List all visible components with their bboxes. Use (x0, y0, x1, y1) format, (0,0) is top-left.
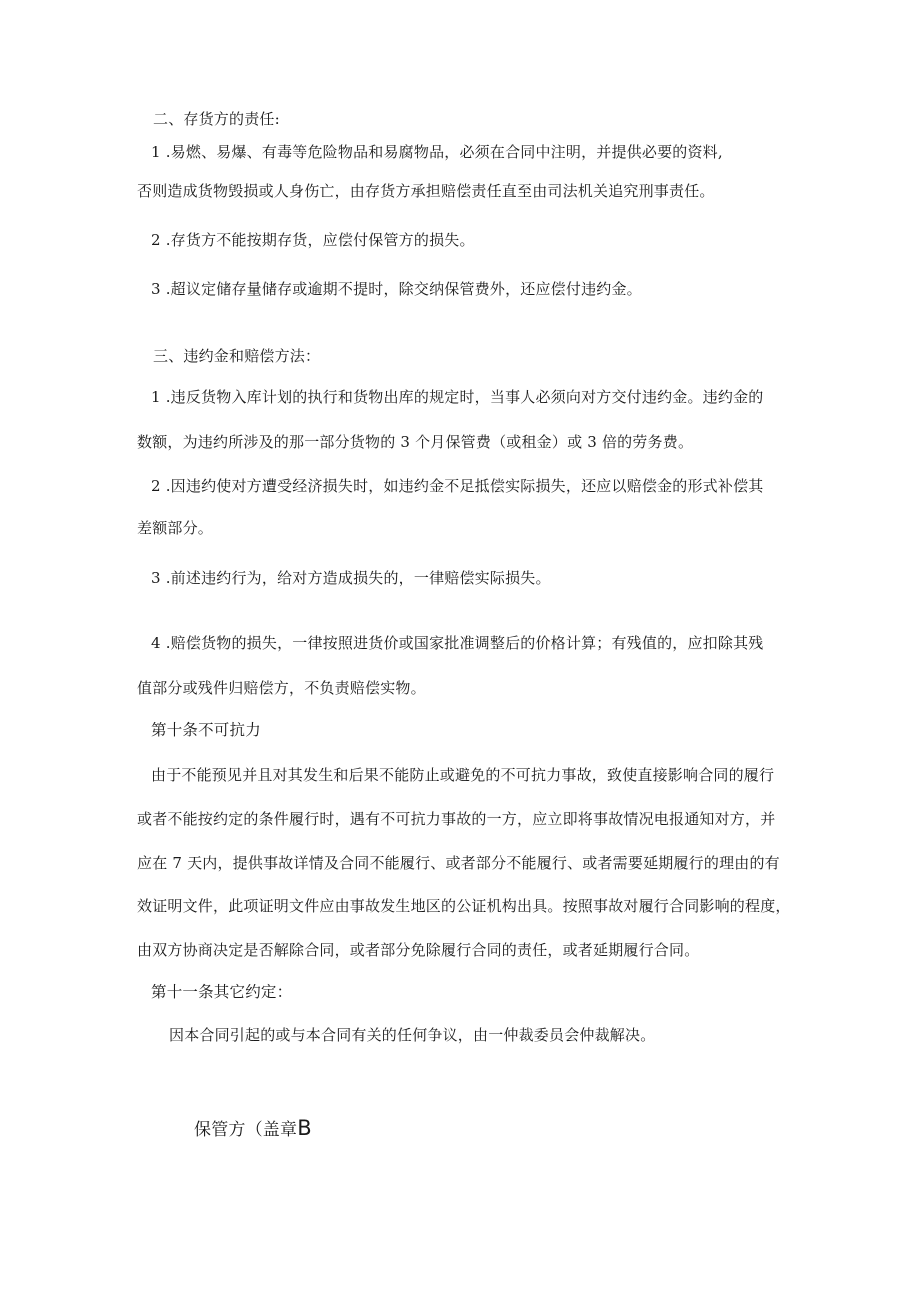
article10-line-4: 效证明文件，此项证明文件应由事故发生地区的公证机构出具。按照事故对履行合同影响的程度， (137, 897, 791, 915)
article10-line-5: 由双方协商决定是否解除合同，或者部分免除履行合同的责任，或者延期履行合同。 (137, 941, 700, 959)
section3-item2-line1: 2 .因违约使对方遭受经济损失时，如违约金不足抵偿实际损失，还应以赔偿金的形式补偿其 (151, 477, 764, 495)
section3-item1-line2: 数额，为违约所涉及的那一部分货物的 3 个月保管费（或租金）或 3 倍的劳务费。 (137, 433, 694, 451)
signature-label: 保管方（盖章 (194, 1120, 298, 1140)
article10-line-3: 应在 7 天内，提供事故详情及合同不能履行、或者部分不能履行、或者需要延期履行的理由的有 (137, 854, 780, 872)
article10-heading: 第十条不可抗力 (151, 721, 261, 739)
section3-item2-line2: 差额部分。 (137, 519, 214, 537)
article11-heading: 第十一条其它约定： (151, 983, 293, 1001)
section2-item1-line1: 1 .易燃、易爆、有毒等危险物品和易腐物品，必须在合同中注明，并提供必要的资料, (151, 143, 723, 161)
section2-item2: 2 .存货方不能按期存货，应偿付保管方的损失。 (151, 231, 475, 249)
signature-line (194, 1117, 312, 1141)
section3-item4-line2: 值部分或残件归赔偿方，不负责赔偿实物。 (137, 679, 426, 697)
section3-item3: 3 .前述违约行为，给对方造成损失的，一律赔偿实际损失。 (151, 569, 551, 587)
section3-heading: 三、违约金和赔偿方法： (153, 347, 321, 365)
article11-text: 因本合同引起的或与本合同有关的任何争议，由一仲裁委员会仲裁解决。 (169, 1026, 656, 1044)
section3-item1-line1: 1 .违反货物入库计划的执行和货物出库的规定时，当事人必须向对方交付违约金。违约金的 (151, 388, 764, 406)
article10-line-2: 或者不能按约定的条件履行时，遇有不可抗力事故的一方，应立即将事故情况电报通知对方，并 (137, 810, 776, 828)
signature-suffix: B (297, 1116, 312, 1140)
section2-item3: 3 .超议定储存量储存或逾期不提时，除交纳保管费外，还应偿付违约金。 (151, 280, 642, 298)
section2-heading: 二、存货方的责任: (153, 110, 280, 128)
section2-item1-line2: 否则造成货物毁损或人身伤亡，由存货方承担赔偿责任直至由司法机关追究刑事责任。 (137, 182, 715, 200)
article10-line-1: 由于不能预见并且对其发生和后果不能防止或避免的不可抗力事故，致使直接影响合同的履行 (151, 766, 775, 784)
section3-item4-line1: 4 .赔偿货物的损失，一律按照进货价或国家批准调整后的价格计算；有残值的，应扣除其残 (151, 634, 764, 652)
